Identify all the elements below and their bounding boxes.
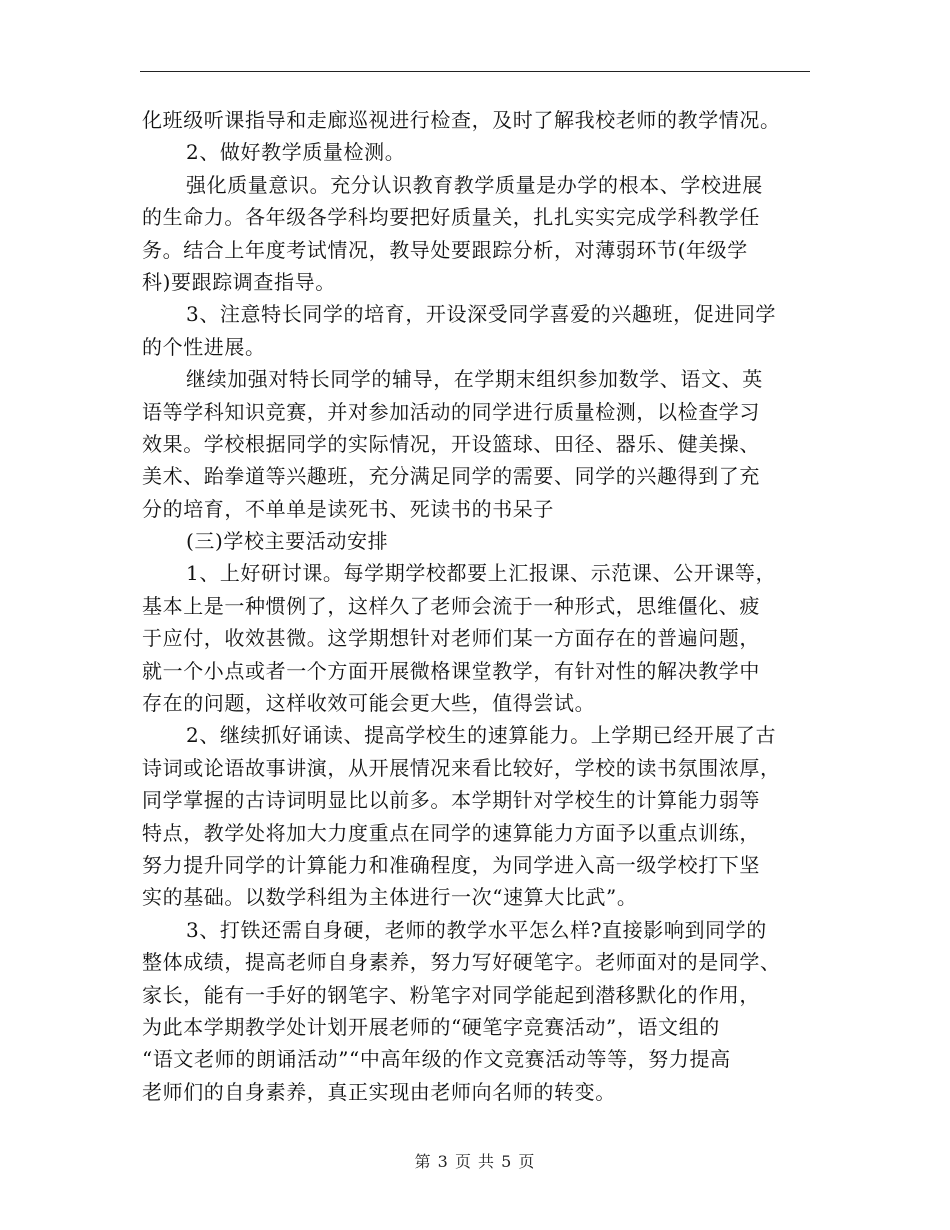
text-line: 3、注意特长同学的培育，开设深受同学喜爱的兴趣班，促进同学 [186,302,777,327]
text-line: 3、打铁还需自身硬，老师的教学水平怎么样?直接影响到同学的 [186,917,767,942]
text-line: 化班级听课指导和走廊巡视进行检查，及时了解我校老师的教学情况。 [142,108,781,132]
text-line: 整体成绩，提高老师自身素养，努力写好硬笔字。老师面对的是同学、 [142,950,781,975]
text-line: “语文老师的朗诵活动”“中高年级的作文竞赛活动等等，努力提高 [142,1047,731,1072]
text-line: 于应付，收效甚微。这学期想针对老师们某一方面存在的普遍问题， [142,626,760,651]
text-line: 2、继续抓好诵读、提高学校生的速算能力。上学期已经开展了古 [186,723,777,748]
text-line: 基本上是一种惯例了，这样久了老师会流于一种形式，思维僵化、疲 [142,593,760,618]
text-line: 特点，教学处将加大力度重点在同学的速算能力方面予以重点训练， [142,820,760,845]
text-line: 继续加强对特长同学的辅导，在学期末组织参加数学、语文、英 [186,367,763,392]
text-line: 科)要跟踪调查指导。 [142,269,336,294]
text-line: 的个性进展。 [142,334,266,359]
text-line: 务。结合上年度考试情况，教导处要跟踪分析，对薄弱环节(年级学 [142,237,748,262]
page-number: 第 3 页 共 5 页 [414,1152,536,1171]
text-line: 诗词或论语故事讲演，从开展情况来看比较好，学校的读书氛围浓厚， [142,755,781,780]
text-line: 分的培育，不单单是读死书、死读书的书呆子 [142,496,554,521]
text-line: 家长，能有一手好的钢笔字、粉笔字对同学能起到潜移默化的作用， [142,982,760,1007]
text-line: 存在的问题，这样收效可能会更大些，值得尝试。 [142,691,596,716]
text-line: 强化质量意识。充分认识教育教学质量是办学的根本、学校进展 [186,172,763,197]
text-line: 美术、跆拳道等兴趣班，充分满足同学的需要、同学的兴趣得到了充 [142,464,760,489]
text-line: 为此本学期教学处计划开展老师的“硬笔字竞赛活动”，语文组的 [142,1014,720,1039]
text-line: 老师们的自身素养，真正实现由老师向名师的转变。 [142,1079,616,1104]
document-body [142,104,814,1108]
text-line: 实的基础。以数学科组为主体进行一次“速算大比武”。 [142,885,638,910]
header-rule [140,71,810,72]
text-line: 语等学科知识竞赛，并对参加活动的同学进行质量检测，以检查学习 [142,399,760,424]
text-line: 效果。学校根据同学的实际情况，开设篮球、田径、器乐、健美操、 [142,431,760,456]
text-line: 的生命力。各年级各学科均要把好质量关，扎扎实实完成学科教学任 [142,205,760,230]
text-line: 同学掌握的古诗词明显比以前多。本学期针对学校生的计算能力弱等 [142,788,760,813]
text-line: 就一个小点或者一个方面开展微格课堂教学，有针对性的解决教学中 [142,658,760,683]
text-line: 1、上好研讨课。每学期学校都要上汇报课、示范课、公开课等， [186,561,777,586]
text-line: 2、做好教学质量检测。 [186,140,406,165]
text-line: 努力提升同学的计算能力和准确程度，为同学进入高一级学校打下坚 [142,852,760,877]
text-line: (三)学校主要活动安排 [186,529,389,554]
